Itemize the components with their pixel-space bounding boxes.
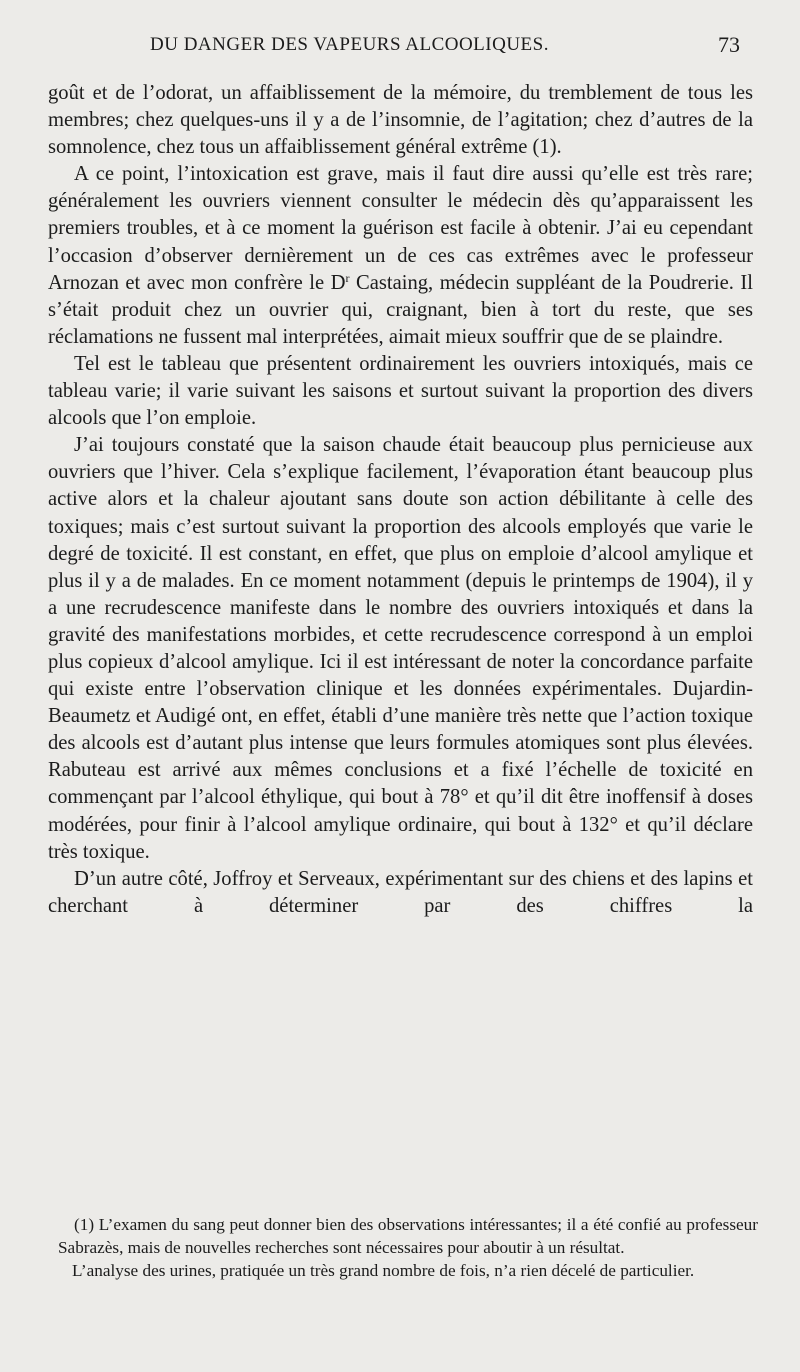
footnote: (1) L’examen du sang peut donner bien des observations intéressantes; il a été confié au professeur Sabrazès, mais de nouvelles recherches sont nécessaires pour aboutir à un résultat. — [58, 1215, 758, 1257]
running-title: DU DANGER DES VAPEURS ALCOOLIQUES. — [150, 34, 549, 55]
footnotes — [58, 1213, 758, 1282]
paragraph: J’ai toujours constaté que la saison chaude était beaucoup plus pernicieuse aux ouvriers que l’hiver. Cela s’explique facilement, l’évaporation étant beaucoup plus active alors et la chaleur ajoutant sans doute son action débilitante à celle des toxiques; mais c’est surtout suivant la proportion des alcools employés que varie le degré de toxicité. Il est constant, en effet, que plus on emploie d’alcool amylique et plus il y a de malades. En ce moment notamment (depuis le printemps de 1904), il y a une recrudescence manifeste dans le nombre des ouvriers intoxiqués et dans la gravité des manifestations morbides, et cette recrudescence correspond à un emploi plus copieux d’alcool amylique. Ici il est intéressant de noter la concordance parfaite qui existe entre l’observation clinique et les données expérimentales. Dujardin-Beaumetz et Audigé ont, en effet, établi d’une manière très nette que l’action toxique des alcools est d’autant plus intense que leurs formules atomiques sont plus élevées. Rabuteau est arrivé aux mêmes conclusions et a fixé l’échelle de toxicité en commençant par l’alcool éthylique, qui bout à 78° et qu’il dit être inoffensif à doses modérées, pour finir à l’alcool amylique ordinaire, qui bout à 132° et qu’il déclare très toxique. — [48, 434, 753, 863]
paragraph-continued: D’un autre côté, Joffroy et Serveaux, expérimentant sur des chiens et des lapins et cherchant à déterminer par des chiffres la — [48, 867, 753, 917]
paragraph: A ce point, l’intoxication est grave, mais il faut dire aussi qu’elle est très rare; généralement les ouvriers viennent consulter le médecin dès qu’apparaissent les premiers troubles, et à ce moment la guérison est facile à obtenir. J’ai eu cependant l’occasion d’observer dernièrement un de ces cas extrêmes avec le professeur Arnozan et avec mon confrère le $D^r$ Castaing, médecin suppléant de la Poudrerie. Il s’était produit chez un ouvrier qui, craignant, bien à tort du reste, que ses réclamations ne fussent mal interprétées, aimait mieux souffrir que de se plaindre. — [48, 163, 754, 348]
footnote: L’analyse des urines, pratiquée un très grand nombre de fois, n’a rien décelé de particulier. — [72, 1261, 695, 1280]
paragraph: Tel est le tableau que présentent ordinairement les ouvriers intoxiqués, mais ce tableau varie; il varie suivant les saisons et surtout suivant la proportion des divers alcools que l’on emploie. — [48, 352, 753, 430]
superscript: r — [345, 270, 350, 285]
running-head — [50, 34, 742, 64]
page-number: 73 — [718, 32, 740, 57]
paragraph-continuation: goût et de l’odorat, un affaiblissement de la mémoire, du tremblement de tous les membres; chez quelques-uns il y a de l’insomnie, de l’agitation; chez d’autres de la somnolence, chez tous un affaiblissement général extrême (1). — [48, 82, 753, 159]
body-text — [48, 80, 753, 920]
